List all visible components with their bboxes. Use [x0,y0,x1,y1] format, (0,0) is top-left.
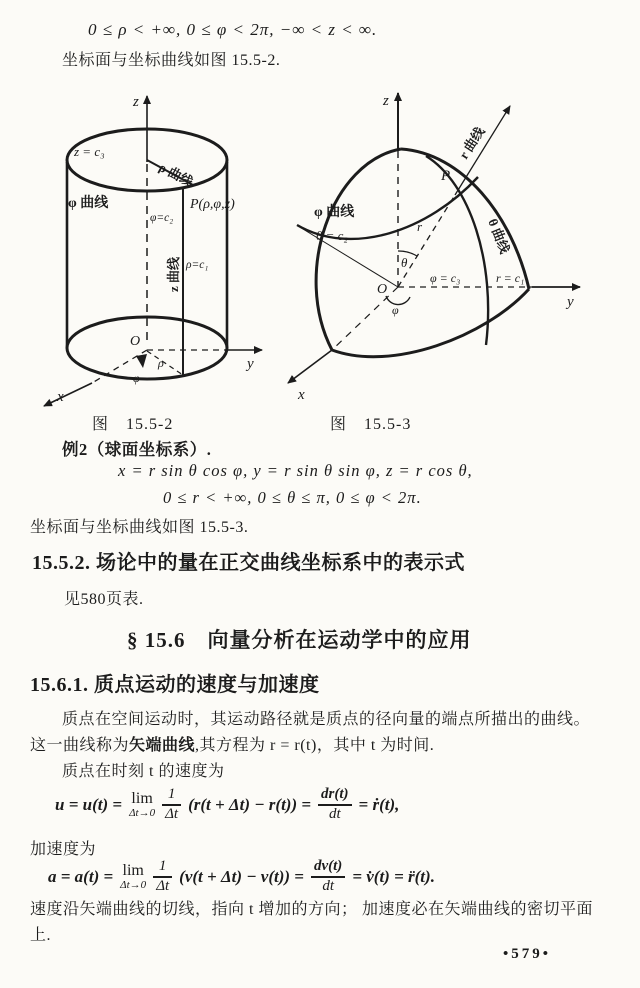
figure-spherical-coordinates [280,85,630,410]
velocity-inverse-fraction [162,787,181,822]
fraction-numerator: dr(t) [321,786,349,803]
velocity-limit [129,791,155,819]
sph-y-axis-label: y [567,294,574,310]
velocity-lhs: u = u(t) = [55,795,123,814]
fraction-denominator: Δt [165,805,179,822]
velocity-lead-line: 质点在时刻 t 的速度为 [62,763,225,780]
section-15-6-heading: § 15.6 向量分析在运动学中的应用 [127,628,472,652]
fraction-numerator: 1 [167,786,176,803]
sph-theta-curve-label: θ 曲线 [485,216,513,256]
velocity-formula [55,782,399,828]
sph-left-arc [316,149,401,350]
cyl-rho-curve-label: ρ 曲线 [156,159,196,190]
cyl-point-p-label: P(ρ,φ,z) [190,197,235,212]
velocity-difference: (r(t + Δt) − r(t)) = [188,795,312,814]
lim-subscript: Δt→0 [129,807,156,819]
sph-r-curve-label: r 曲线 [455,124,488,162]
sph-phi-label: φ [392,303,399,317]
figure-cylinder-caption: 图 15.5-2 [92,416,174,433]
figure-cylindrical-coordinates [30,88,285,410]
fraction-denominator: Δt [156,877,170,894]
example2-heading: 例2（球面坐标系）. [62,440,212,459]
acceleration-lead-line: 加速度为 [30,841,97,858]
paragraph-line-1: 质点在空间运动时，其运动路径就是质点的径向量的端点所描出的曲线。 [62,711,591,728]
acceleration-difference: (v(t + Δt) − v(t)) = [179,867,304,886]
cyl-x-axis-label: x [57,389,64,405]
cyl-phi-angle-wedge [136,354,147,368]
cyl-bottom-ellipse [67,317,227,379]
lim-operator: lim [122,862,144,879]
sph-r-label: r [417,219,423,234]
sph-x-axis-dashed [332,287,398,350]
sph-bottom-arc [332,289,529,357]
sph-x-axis-line [288,350,332,383]
section-15-5-2-heading: 15.5.2. 场论中的量在正交曲线坐标系中的表示式 [32,552,465,574]
acceleration-limit [120,863,146,891]
example2-range-formula: 0 ≤ r < +∞, 0 ≤ θ ≤ π, 0 ≤ φ < 2π. [163,488,422,507]
sph-r-c1-label: r = c₁ [496,271,525,285]
section-15-5-2-body: 见580页表. [64,591,144,608]
velocity-derivative-fraction [318,787,352,822]
sph-theta-label: θ [401,255,408,270]
fraction-numerator: 1 [158,858,167,875]
fraction-denominator: dt [328,805,341,822]
lim-operator: lim [131,790,153,807]
cyl-x-axis-line [44,383,92,406]
sph-theta-c2-label: θ = c₂ [316,228,348,243]
cyl-rho-c1-label: ρ=c₁ [186,259,209,271]
cyl-phi-curve-label: φ 曲线 [68,196,109,211]
fraction-numerator: dv(t) [313,858,343,875]
cyl-rho-dashed [147,351,183,375]
lim-subscript: Δt→0 [120,879,147,891]
cyl-rho-label: ρ [158,356,164,370]
section-15-6-1-heading: 15.6.1. 质点运动的速度与加速度 [30,674,320,696]
paragraph-line-2 [30,732,434,755]
fraction-denominator: dt [322,877,334,894]
sph-z-axis-label: z [383,93,389,109]
acceleration-formula [48,854,435,900]
closing-line-1: 速度沿矢端曲线的切线，指向 t 增加的方向； 加速度必在矢端曲线的密切平面 [30,901,593,918]
sph-phi-curve-label: φ 曲线 [314,205,355,220]
example2-caption-line: 坐标面与坐标曲线如图 15.5-3. [30,519,249,536]
cyl-z-c3-label: z = c₃ [74,144,105,159]
paragraph-line-2-post: ,其方程为 r = r(t)，其中 t 为时间. [195,737,435,754]
cyl-phi-label: φ [133,371,140,385]
cylindrical-range-formula: 0 ≤ ρ < +∞, 0 ≤ φ < 2π, −∞ < z < ∞. [88,20,378,39]
example2-xyz-formula: x = r sin θ cos φ, y = r sin θ sin φ, z = r cos θ, [118,461,473,480]
cyl-phi-c2-label: φ=c₂ [150,212,174,224]
cyl-z-axis-label: z [133,94,139,110]
acceleration-rhs: = v̇(t) = r̈(t). [352,867,435,886]
sph-theta-curve-line [426,156,488,345]
sph-origin-label: O [377,282,388,297]
sph-phi-c3-label: φ = c₃ [430,271,461,285]
acceleration-inverse-fraction [153,859,172,894]
page-number: •579• [503,946,552,962]
acceleration-derivative-fraction [311,859,345,894]
paragraph-line-2-pre: 这一曲线称为 [30,737,130,754]
velocity-rhs: = ṙ(t), [358,795,400,814]
intro-caption-line: 坐标面与坐标曲线如图 15.5-2. [62,52,281,69]
closing-line-2: 上. [30,927,52,944]
sph-point-p-label: P [441,168,451,184]
figure-sphere-caption: 图 15.5-3 [330,416,412,433]
cyl-origin-label: O [130,334,141,349]
acceleration-lhs: a = a(t) = [48,867,114,886]
sph-x-axis-label: x [298,387,305,403]
cyl-y-axis-label: y [247,356,254,372]
cyl-z-curve-label: z 曲线 [166,256,181,292]
vector-curve-term: 矢端曲线 [129,737,196,754]
